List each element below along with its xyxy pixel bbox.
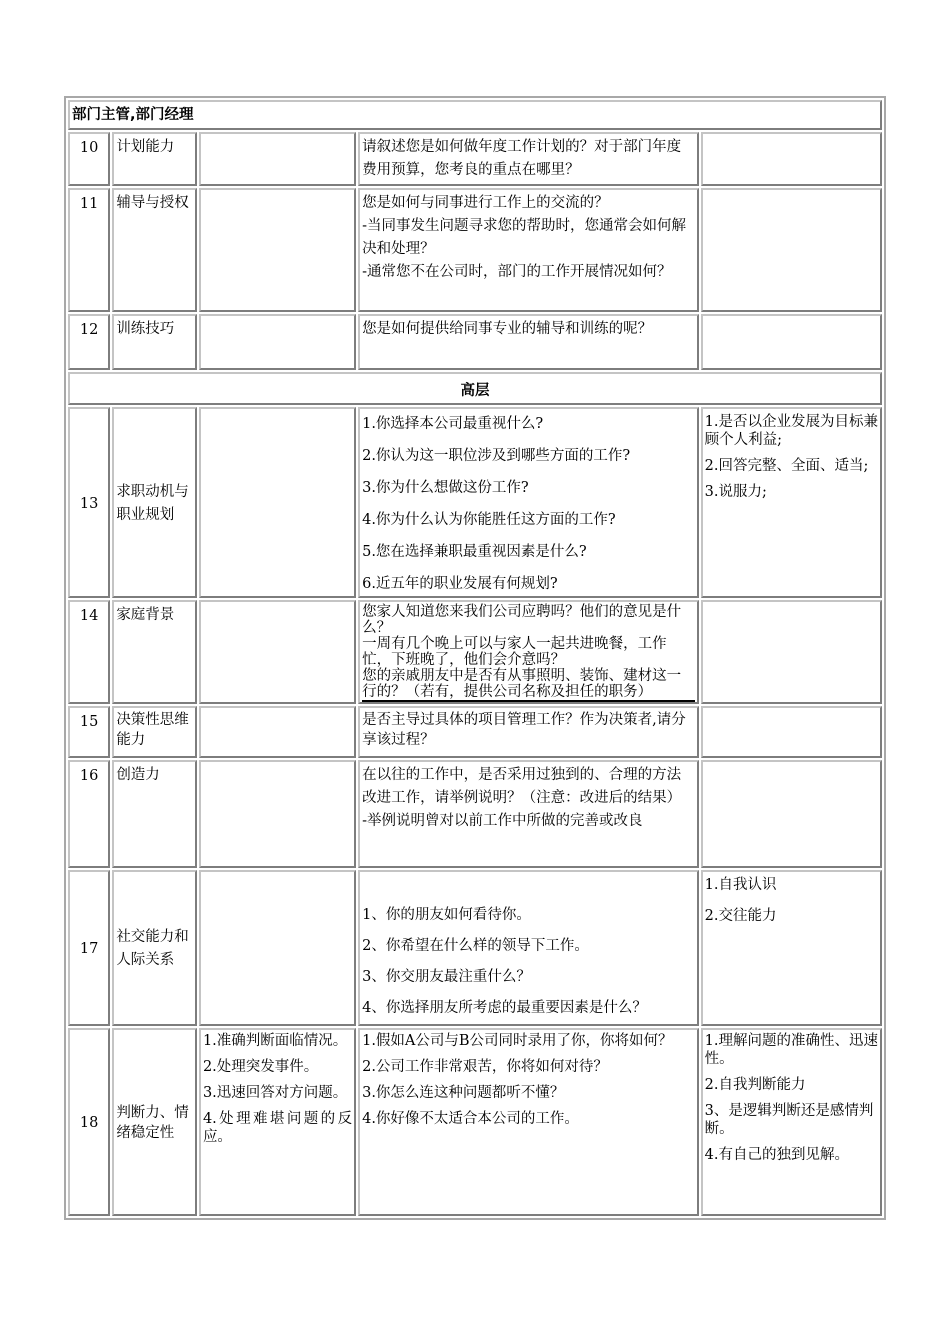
row-number: 14 — [68, 600, 110, 704]
question-text: 2.公司工作非常艰苦，你将如何对待？ — [362, 1059, 608, 1075]
scoring-criteria-cell — [701, 188, 882, 312]
criteria-text: 2.回答完整、全面、适当; — [704, 458, 869, 474]
question-text: 4.你好像不太适合本公司的工作。 — [362, 1111, 579, 1127]
interview-question-table-page — [64, 96, 886, 1220]
question-text: 2.你认为这一职位涉及到哪些方面的工作? — [362, 448, 631, 464]
row-number: 15 — [68, 706, 110, 758]
evaluation-points-cell — [199, 188, 356, 312]
scoring-criteria-cell — [701, 706, 882, 758]
question-text: 3.你为什么想做这份工作? — [362, 480, 529, 496]
criteria-text: 1.自我认识 — [704, 877, 777, 893]
question-text: 在以往的工作中，是否采用过独到的、合理的方法改进工作，请举例说明？（注意：改进后的结果） — [362, 767, 682, 806]
scoring-criteria-cell — [701, 314, 882, 370]
assessment-item: 求职动机与职业规划 — [112, 407, 197, 598]
row-number: 12 — [68, 314, 110, 370]
assessment-item: 计划能力 — [112, 132, 197, 186]
evaluation-point-text: 1.准确判断面临情况。 — [202, 1033, 348, 1049]
question-text: 您的亲戚朋友中是否有从事照明、装饰、建材这一行的？（若有，提供公司名称及担任的职务） — [362, 668, 695, 702]
evaluation-points-cell — [199, 760, 356, 868]
interview-questions-cell — [358, 1028, 699, 1216]
assessment-item: 判断力、情绪稳定性 — [112, 1028, 197, 1216]
table-row — [68, 132, 882, 186]
scoring-criteria-cell — [701, 870, 882, 1026]
criteria-text: 1.理解问题的准确性、迅速性。 — [704, 1033, 878, 1067]
question-text: 您是如何与同事进行工作上的交流的？ — [362, 195, 609, 211]
section-header-row-managers — [68, 100, 882, 130]
assessment-item: 家庭背景 — [112, 600, 197, 704]
question-text: 4、你选择朋友所考虑的最重要因素是什么？ — [362, 1000, 647, 1016]
scoring-criteria-cell — [701, 132, 882, 186]
assessment-item: 社交能力和人际关系 — [112, 870, 197, 1026]
question-text: 1.你选择本公司最重视什么? — [362, 416, 544, 432]
row-number: 13 — [68, 407, 110, 598]
interview-questions-cell — [358, 706, 699, 758]
assessment-item: 创造力 — [112, 760, 197, 868]
row-number: 18 — [68, 1028, 110, 1216]
interview-questions-cell — [358, 132, 699, 186]
table-row — [68, 188, 882, 312]
interview-question-table — [64, 96, 886, 1220]
evaluation-points-cell — [199, 132, 356, 186]
assessment-item: 决策性思维能力 — [112, 706, 197, 758]
scoring-criteria-cell — [701, 600, 882, 704]
question-text: 一周有几个晚上可以与家人一起共进晚餐，工作忙，下班晚了，他们会介意吗？ — [362, 636, 667, 668]
question-text: -当同事发生问题寻求您的帮助时，您通常会如何解决和处理？ — [362, 218, 686, 257]
criteria-text: 3、是逻辑判断还是感情判断。 — [704, 1103, 874, 1137]
section-header-row-senior — [68, 372, 882, 405]
criteria-text: 2.自我判断能力 — [704, 1077, 806, 1093]
question-text: 1.假如A公司与B公司同时录用了你，你将如何？ — [362, 1033, 673, 1049]
criteria-text: 4.有自己的独到见解。 — [704, 1147, 849, 1163]
question-text: 您家人知道您来我们公司应聘吗？他们的意见是什么？ — [362, 604, 682, 636]
interview-questions-cell — [358, 188, 699, 312]
table-row — [68, 407, 882, 598]
criteria-text: 2.交往能力 — [704, 908, 777, 924]
section-header-managers: 部门主管,部门经理 — [68, 100, 882, 130]
assessment-item: 训练技巧 — [112, 314, 197, 370]
question-text: 2、你希望在什么样的领导下工作。 — [362, 938, 589, 954]
criteria-text: 1.是否以企业发展为目标兼顾个人利益; — [704, 414, 878, 448]
question-text: 是否主导过具体的项目管理工作？作为决策者,请分享该过程？ — [362, 712, 686, 748]
table-row — [68, 870, 882, 1026]
evaluation-points-cell — [199, 600, 356, 704]
evaluation-point-text: 2.处理突发事件。 — [202, 1059, 319, 1075]
question-text: 3.你怎么连这种问题都听不懂？ — [362, 1085, 565, 1101]
scoring-criteria-cell — [701, 407, 882, 598]
evaluation-points-cell — [199, 314, 356, 370]
interview-questions-cell — [358, 760, 699, 868]
evaluation-point-text: 3.迅速回答对方问题。 — [202, 1085, 348, 1101]
scoring-criteria-cell — [701, 760, 882, 868]
table-row — [68, 706, 882, 758]
question-text: 3、你交朋友最注重什么？ — [362, 969, 531, 985]
table-row — [68, 760, 882, 868]
evaluation-points-cell — [199, 870, 356, 1026]
question-text: 5.您在选择兼职最重视因素是什么? — [362, 544, 587, 560]
question-text: 请叙述您是如何做年度工作计划的？对于部门年度费用预算，您考良的重点在哪里？ — [362, 139, 682, 178]
question-text: 6.近五年的职业发展有何规划? — [362, 576, 558, 592]
table-row — [68, 1028, 882, 1216]
question-text: 1、你的朋友如何看待你。 — [362, 907, 531, 923]
question-text: 您是如何提供给同事专业的辅导和训练的呢？ — [362, 321, 653, 337]
criteria-text: 3.说服力; — [704, 484, 767, 500]
interview-questions-cell — [358, 407, 699, 598]
question-text: -通常您不在公司时，部门的工作开展情况如何？ — [362, 264, 672, 280]
row-number: 11 — [68, 188, 110, 312]
evaluation-points-cell — [199, 1028, 356, 1216]
evaluation-point-text: 4.处理难堪问题的反应。 — [202, 1111, 353, 1145]
evaluation-points-cell — [199, 706, 356, 758]
interview-questions-cell — [358, 314, 699, 370]
scoring-criteria-cell — [701, 1028, 882, 1216]
table-row — [68, 314, 882, 370]
question-text: -举例说明曾对以前工作中所做的完善或改良 — [362, 813, 643, 829]
assessment-item: 辅导与授权 — [112, 188, 197, 312]
table-row — [68, 600, 882, 704]
evaluation-points-cell — [199, 407, 356, 598]
question-text: 4.你为什么认为你能胜任这方面的工作? — [362, 512, 616, 528]
interview-questions-cell — [358, 600, 699, 704]
row-number: 16 — [68, 760, 110, 868]
interview-questions-cell — [358, 870, 699, 1026]
section-header-senior: 高层 — [68, 372, 882, 405]
row-number: 17 — [68, 870, 110, 1026]
row-number: 10 — [68, 132, 110, 186]
